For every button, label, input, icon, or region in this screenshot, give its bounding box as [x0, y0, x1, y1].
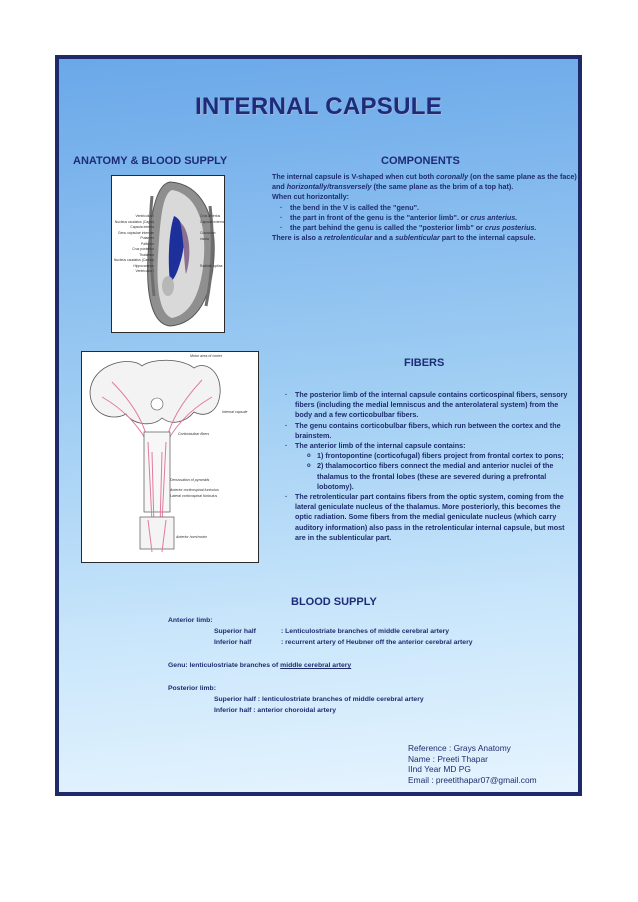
pyramidal-tract-illustration: [82, 352, 258, 562]
posterior-superior: Superior half : lenticulostriate branches of middle cerebral artery: [214, 696, 424, 703]
list-item: · the part behind the genu is called the "posterior limb" or crus posterius.: [280, 223, 578, 233]
list-item: · the part in front of the genu is the "anterior limb". or crus anterius.: [280, 213, 578, 223]
components-heading: COMPONENTS: [381, 155, 460, 167]
reference-block: [408, 743, 537, 785]
figure2-label-capsule: Internal capsule: [222, 410, 248, 414]
pyramidal-tract-figure: [81, 351, 259, 563]
components-paragraph-1: The internal capsule is V-shaped when cut both coronally (on the same plane as the face) and horizontally/transversely (the same plane as the brim of a top hat).: [272, 172, 577, 192]
name-line: Name : Preeti Thapar: [408, 753, 488, 764]
email-line[interactable]: Email : preetithapar07@gmail.com: [408, 774, 537, 785]
figure2-label-corticobulbar: Corticobulbar fibers: [178, 432, 210, 436]
posterior-inferior: Inferior half : anterior choroidal artery: [214, 707, 336, 714]
reference-line: Reference : Grays Anatomy: [408, 743, 511, 753]
genu-supply: Genu: lenticulostriate branches of middle cerebral artery: [168, 662, 352, 669]
figure2-label-anterior-horn: Anterior horn/motor: [176, 535, 207, 539]
components-paragraph-3: There is also a retrolenticular and a sublenticular part to the internal capsule.: [272, 233, 536, 243]
brain-section-figure: [111, 175, 225, 333]
list-item: o 1) frontopontine (corticofugal) fibers project from frontal cortex to pons;: [307, 451, 573, 461]
middle-cerebral-artery-link[interactable]: middle cerebral artery: [280, 662, 352, 669]
list-item: · the bend in the V is called the "genu".: [280, 203, 578, 213]
fibers-sublist: [307, 451, 573, 492]
components-text: [272, 172, 578, 243]
anterior-limb-label: Anterior limb:: [168, 617, 213, 624]
year-line: IInd Year MD PG: [408, 764, 471, 775]
anatomy-heading: ANATOMY & BLOOD SUPPLY: [73, 155, 228, 167]
figure1-right-labels: Crus anterius Capsula externa Claustrum insula Radiatio optica: [200, 214, 225, 268]
posterior-limb-label: Posterior limb:: [168, 685, 216, 692]
fibers-heading: FIBERS: [404, 357, 445, 369]
figure2-label-decussation: Decussation of pyramids: [170, 478, 210, 482]
components-paragraph-2: When cut horizontally:: [272, 192, 350, 202]
components-list: [280, 203, 578, 234]
list-item: · The retrolenticular part contains fibers from the optic system, coming from the lateral geniculate nucleus of the thalamus. More posteriorly, this becomes the optic radiation. Some fibers from the medial geniculate nucleus (which carry auditory information) also pass in the retrolenticular internal capsule, but most are in the sublenticular part.: [285, 492, 573, 543]
page-title: INTERNAL CAPSULE: [194, 93, 443, 120]
figure2-label-motor: Motor area of cortex: [190, 354, 223, 358]
anterior-superior-label: Superior half: [214, 628, 256, 635]
anterior-inferior-label: Inferior half: [214, 639, 252, 646]
list-item: o 2) thalamocortico fibers connect the medial and anterior nuclei of the thalamus to the frontal lobes (these are severed during a prefrontal lobotomy).: [307, 461, 573, 492]
figure1-left-labels: Ventriculus I Nucleus caudatus (Caput) Capsula interna Genu capsulae internae Putamen Pallidum Crus posterius Thalamus Nucleus caudatus (Cauda) Hippocampus Ventriculus I: [113, 214, 154, 273]
figure2-label-lateral-funiculus: Lateral corticospinal funiculus: [170, 494, 218, 498]
fibers-list: [285, 390, 573, 543]
list-item: · The genu contains corticobulbar fibers, which run between the cortex and the brainstem.: [285, 421, 573, 441]
poster: [55, 55, 582, 796]
list-item: · The anterior limb of the internal capsule contains: o 1) frontopontine (corticofugal) fibers project from frontal cortex to pons; o 2) thalamocortico fibers connect the medial and anterior nuclei of the thalamus to the frontal lobes (these are severed during a prefrontal lobotomy).: [285, 441, 573, 492]
list-item: · The posterior limb of the internal capsule contains corticospinal fibers, sensory fibers (including the medial lemniscus and the anterolateral system) from the body and a few corticobulbar fibers.: [285, 390, 573, 421]
figure2-label-anterior-funiculus: Anterior corticospinal funiculus: [170, 488, 219, 492]
fibers-text: [285, 390, 573, 543]
blood-supply-heading: BLOOD SUPPLY: [291, 596, 377, 608]
anterior-inferior-value: : recurrent artery of Heubner off the anterior cerebral artery: [281, 639, 473, 646]
anterior-superior-value: : Lenticulostriate branches of middle cerebral artery: [281, 628, 450, 635]
